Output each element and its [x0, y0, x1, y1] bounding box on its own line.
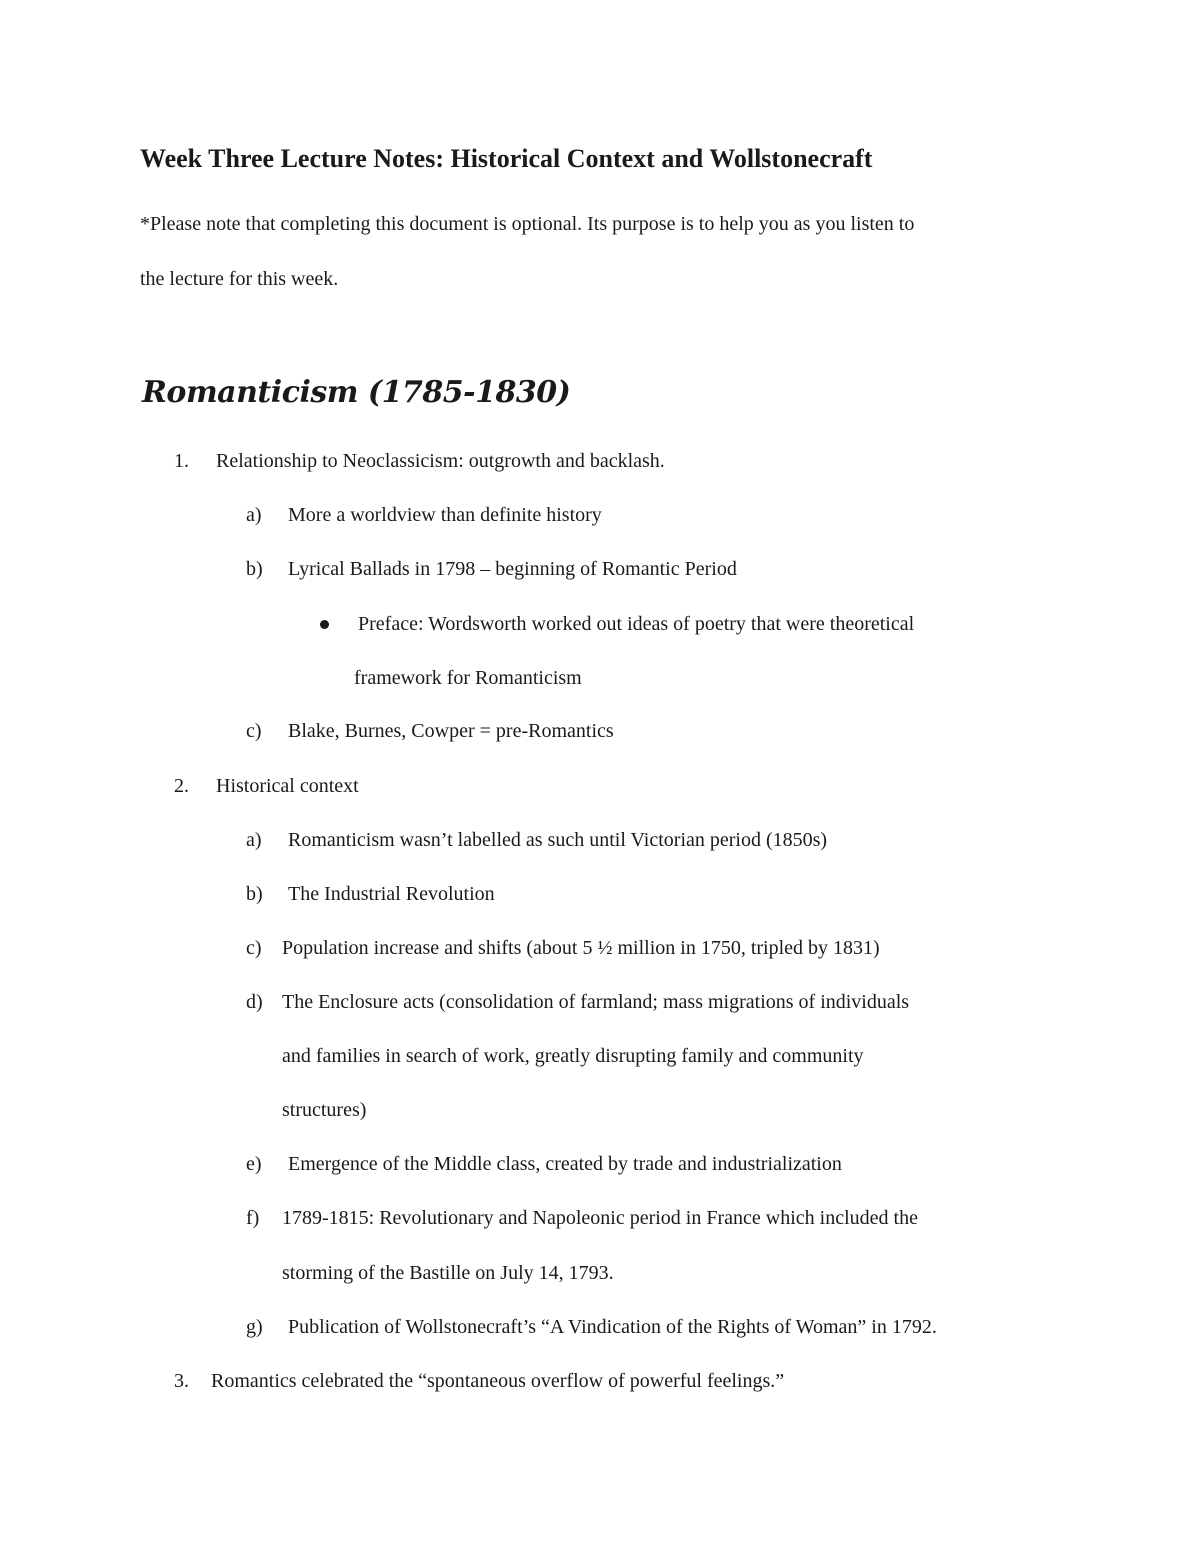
sublist-marker-1a: a) [246, 504, 262, 526]
sublist-marker-2g: g) [246, 1316, 263, 1338]
sublist-item-2d-line-1: The Enclosure acts (consolidation of farmland; mass migrations of individuals [282, 991, 910, 1013]
list-item-2: Historical context [216, 775, 359, 797]
intro-note-line-2: the lecture for this week. [140, 268, 339, 290]
sublist-marker-1b: b) [246, 558, 263, 580]
sublist-item-1c: Blake, Burnes, Cowper = pre-Romantics [288, 720, 614, 742]
section-heading: Romanticism (1785-1830) [142, 375, 571, 410]
document-title: Week Three Lecture Notes: Historical Context and Wollstonecraft [140, 144, 873, 173]
sublist-marker-1c: c) [246, 720, 262, 742]
sublist-marker-2f: f) [246, 1207, 260, 1229]
sublist-item-2a: Romanticism wasn’t labelled as such until Victorian period (1850s) [288, 829, 828, 851]
sublist-item-2d-line-2: and families in search of work, greatly disrupting family and community [282, 1045, 864, 1067]
sublist-item-2e: Emergence of the Middle class, created by trade and industrialization [288, 1153, 842, 1175]
bullet-item-line-1: Preface: Wordsworth worked out ideas of poetry that were theoretical [358, 613, 915, 635]
list-marker-1: 1. [174, 450, 189, 472]
sublist-marker-2c: c) [246, 937, 262, 959]
list-item-3: Romantics celebrated the “spontaneous overflow of powerful feelings.” [211, 1370, 785, 1392]
sublist-marker-2d: d) [246, 991, 263, 1013]
sublist-marker-2e: e) [246, 1153, 262, 1175]
sublist-item-2f-line-2: storming of the Bastille on July 14, 1793. [282, 1262, 614, 1284]
sublist-item-1a: More a worldview than definite history [288, 504, 602, 526]
list-item-1: Relationship to Neoclassicism: outgrowth and backlash. [216, 450, 665, 472]
sublist-item-2b: The Industrial Revolution [288, 883, 495, 905]
sublist-item-1b: Lyrical Ballads in 1798 – beginning of Romantic Period [288, 558, 737, 580]
intro-note-line-1: *Please note that completing this document is optional. Its purpose is to help you as you listen to [140, 213, 915, 235]
bullet-dot [320, 620, 329, 629]
sublist-item-2d-line-3: structures) [282, 1099, 367, 1121]
sublist-marker-2a: a) [246, 829, 262, 851]
bullet-item-line-2: framework for Romanticism [354, 667, 582, 689]
list-marker-2: 2. [174, 775, 189, 797]
sublist-item-2f-line-1: 1789-1815: Revolutionary and Napoleonic period in France which included the [282, 1207, 918, 1229]
sublist-marker-2b: b) [246, 883, 263, 905]
list-marker-3: 3. [174, 1370, 189, 1392]
sublist-item-2c: Population increase and shifts (about 5 ½ million in 1750, tripled by 1831) [282, 937, 880, 959]
sublist-item-2g: Publication of Wollstonecraft’s “A Vindication of the Rights of Woman” in 1792. [288, 1316, 937, 1338]
